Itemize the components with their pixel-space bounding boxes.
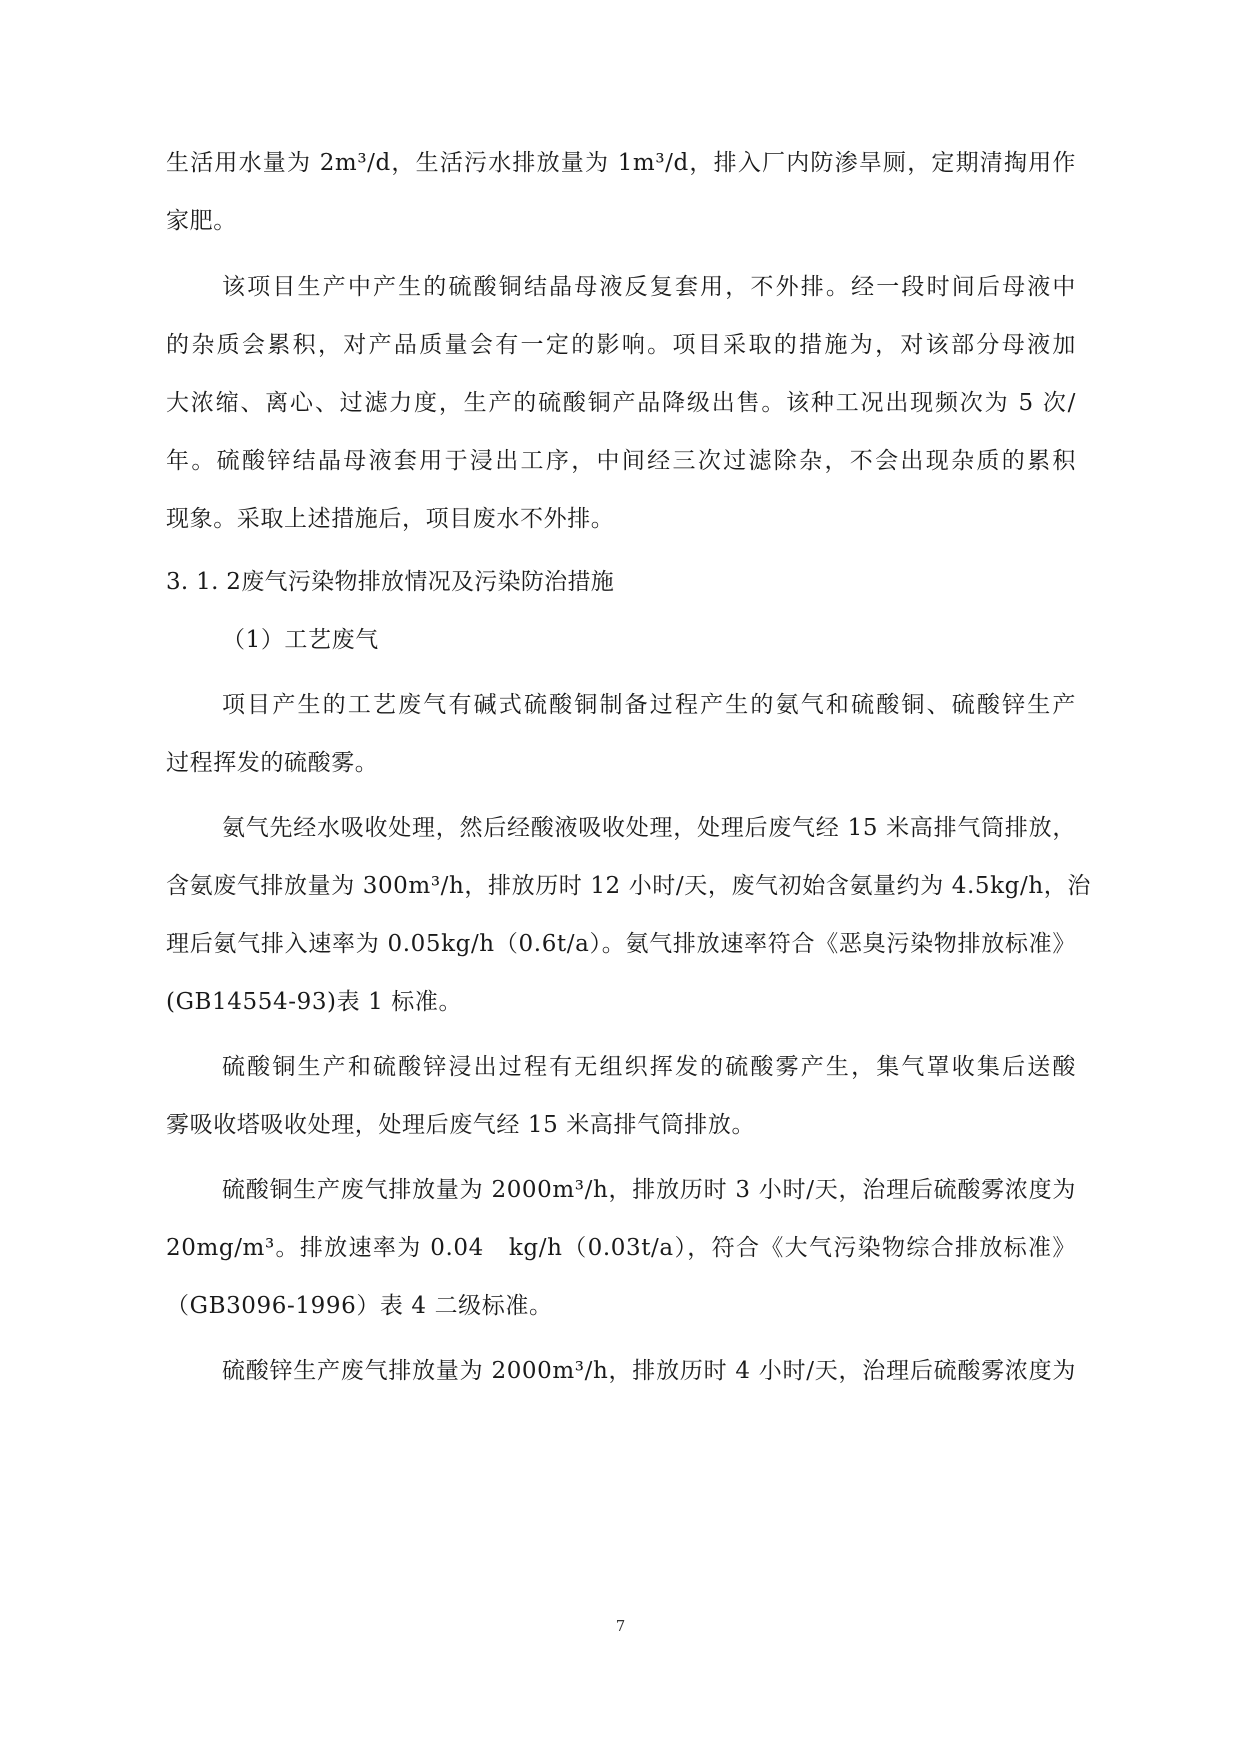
text-line: 过程挥发的硫酸雾。: [166, 750, 379, 776]
text-line: 项目产生的工艺废气有碱式硫酸铜制备过程产生的氨气和硫酸铜、硫酸锌生产: [222, 692, 1076, 718]
text-line: 大浓缩、离心、过滤力度，生产的硫酸铜产品降级出售。该种工况出现频次为 5 次/: [166, 390, 1076, 416]
text-line: 理后氨气排入速率为 0.05kg/h（0.6t/a）。氨气排放速率符合《恶臭污染物排放标准》: [166, 931, 1076, 957]
section-heading: 3. 1. 2废气污染物排放情况及污染防治措施: [166, 569, 615, 595]
text-line: 家肥。: [166, 208, 237, 234]
text-line: 硫酸锌生产废气排放量为 2000m³/h，排放历时 4 小时/天，治理后硫酸雾浓度为: [222, 1358, 1076, 1384]
text-line: (GB14554-93)表 1 标准。: [166, 989, 463, 1015]
text-line: 20mg/m³。排放速率为 0.04 kg/h（0.03t/a），符合《大气污染物综合排放标准》: [166, 1235, 1076, 1261]
text-line: 雾吸收塔吸收处理，处理后废气经 15 米高排气筒排放。: [166, 1112, 756, 1138]
text-line: （GB3096-1996）表 4 二级标准。: [166, 1293, 553, 1319]
text-line: 氨气先经水吸收处理，然后经酸液吸收处理，处理后废气经 15 米高排气筒排放，: [222, 815, 1076, 841]
text-line: 生活用水量为 2m³/d，生活污水排放量为 1m³/d，排入厂内防渗旱厕，定期清掏用作: [166, 150, 1076, 176]
text-line: 年。硫酸锌结晶母液套用于浸出工序，中间经三次过滤除杂，不会出现杂质的累积: [166, 448, 1076, 474]
text-line: 硫酸铜生产废气排放量为 2000m³/h，排放历时 3 小时/天，治理后硫酸雾浓度为: [222, 1177, 1076, 1203]
subsection-heading: （1）工艺废气: [222, 627, 379, 653]
text-line: 硫酸铜生产和硫酸锌浸出过程有无组织挥发的硫酸雾产生，集气罩收集后送酸: [222, 1054, 1076, 1080]
text-line: 含氨废气排放量为 300m³/h，排放历时 12 小时/天，废气初始含氨量约为 4.5kg/h，治: [166, 873, 1091, 899]
text-line: 该项目生产中产生的硫酸铜结晶母液反复套用，不外排。经一段时间后母液中: [222, 274, 1076, 300]
text-line: 现象。采取上述措施后，项目废水不外排。: [166, 506, 615, 532]
text-line: 的杂质会累积，对产品质量会有一定的影响。项目采取的措施为，对该部分母液加: [166, 332, 1076, 358]
page-number: 7: [615, 1617, 626, 1635]
